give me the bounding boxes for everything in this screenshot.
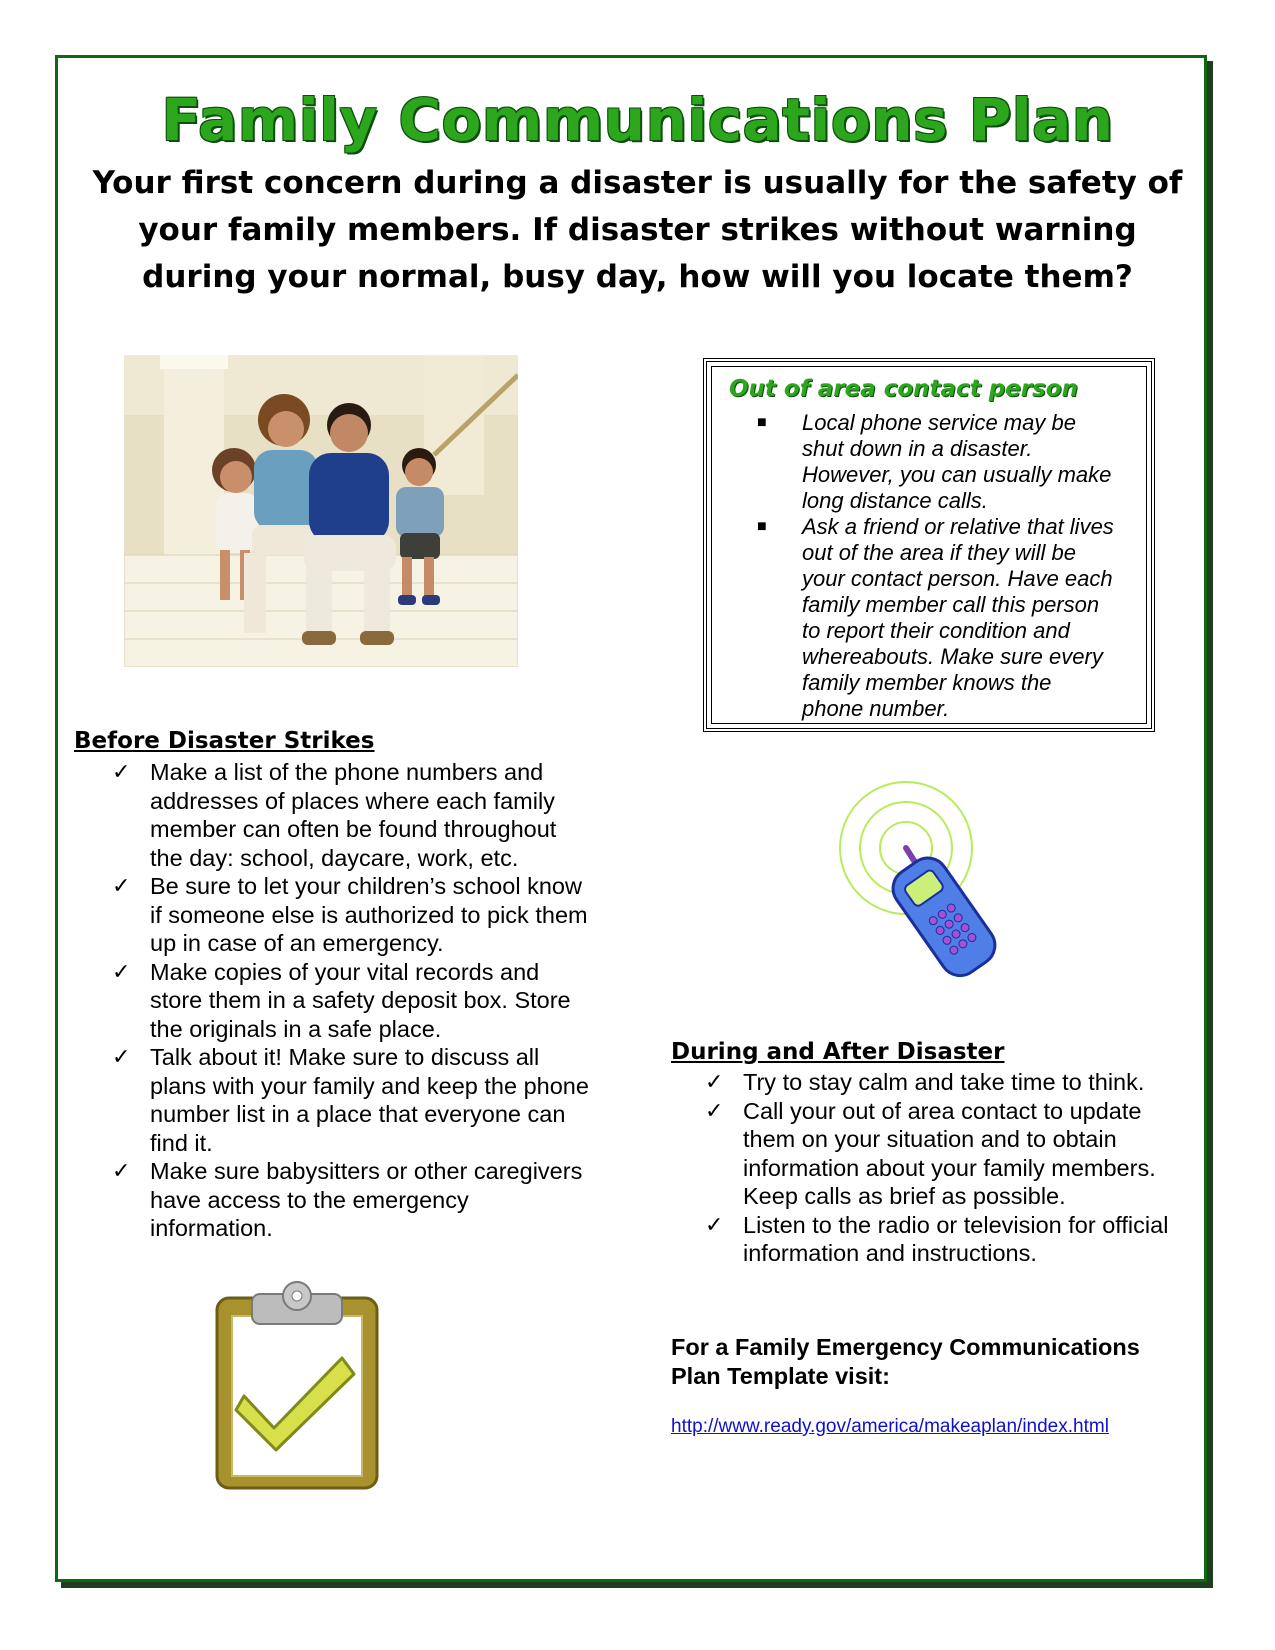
- intro-text: Your first concern during a disaster is usually for the safety of your family members. If disaster strikes without warning during your normal, busy day, how will you locate them?: [92, 165, 1183, 295]
- contact-box-title: Out of area contact person: [729, 376, 1078, 402]
- list-item: [757, 410, 1117, 514]
- checkmark-icon: ✓: [112, 1044, 131, 1069]
- before-heading: Before Disaster Strikes: [74, 728, 375, 754]
- list-item-text: Make sure babysitters or other caregivers have access to the emergency information.: [150, 1158, 583, 1241]
- list-item: [112, 758, 592, 872]
- list-item-text: Be sure to let your children’s school know if someone else is authorized to pick them up in case of an emergency.: [150, 873, 588, 956]
- list-item-text: Call your out of area contact to update them on your situation and to obtain information about your family members. Keep calls as brief as possible.: [743, 1097, 1156, 1209]
- contact-person-box: [703, 358, 1155, 732]
- list-item-text: Make a list of the phone numbers and addresses of places where each family member can often be found throughout the day: school, daycare, work, etc.: [150, 759, 557, 871]
- square-bullet-icon: ■: [757, 518, 767, 535]
- list-item: [757, 514, 1117, 722]
- during-list: [705, 1068, 1195, 1268]
- checkmark-icon: ✓: [112, 958, 131, 984]
- template-link[interactable]: http://www.ready.gov/america/makeaplan/index.html: [671, 1416, 1109, 1437]
- page-title: Family Communications Plan: [161, 86, 1114, 154]
- list-item-text: Talk about it! Make sure to discuss all plans with your family and keep the phone number list in a place that everyone can find it.: [150, 1044, 589, 1156]
- list-item-text: Ask a friend or relative that lives out of the area if they will be your contact person. Have each family member call this person to report their condition and whereabouts. Make sure every family member knows the phone number.: [802, 514, 1114, 721]
- template-text: For a Family Emergency Communications Plan Template visit:: [671, 1334, 1140, 1389]
- list-item-text: Listen to the radio or television for official information and instructions.: [743, 1211, 1169, 1266]
- checkmark-icon: ✓: [112, 759, 131, 784]
- during-heading: During and After Disaster: [671, 1039, 1005, 1065]
- list-item: [705, 1097, 1195, 1211]
- cell-phone-icon: [838, 780, 1018, 980]
- list-item-text: Make copies of your vital records and store them in a safety deposit box. Store the originals in a safe place.: [150, 958, 571, 1042]
- contact-list: [757, 410, 1117, 722]
- list-item: [112, 1157, 592, 1243]
- checkmark-icon: ✓: [705, 1069, 724, 1094]
- checkmark-icon: ✓: [705, 1211, 724, 1237]
- list-item: [112, 958, 592, 1044]
- list-item: [705, 1068, 1195, 1097]
- list-item-text: Try to stay calm and take time to think.: [743, 1069, 1145, 1095]
- checkmark-icon: ✓: [112, 873, 131, 898]
- before-list: [112, 758, 592, 1243]
- list-item-text: Local phone service may be shut down in a disaster. However, you can usually make long distance calls.: [802, 410, 1112, 513]
- checkmark-icon: ✓: [705, 1097, 724, 1123]
- list-item: [705, 1211, 1195, 1268]
- list-item: [112, 1043, 592, 1157]
- checkmark-icon: ✓: [112, 1158, 131, 1183]
- square-bullet-icon: ■: [757, 414, 767, 431]
- family-photo: [124, 355, 518, 667]
- clipboard-check-icon: [214, 1278, 380, 1492]
- list-item: [112, 872, 592, 958]
